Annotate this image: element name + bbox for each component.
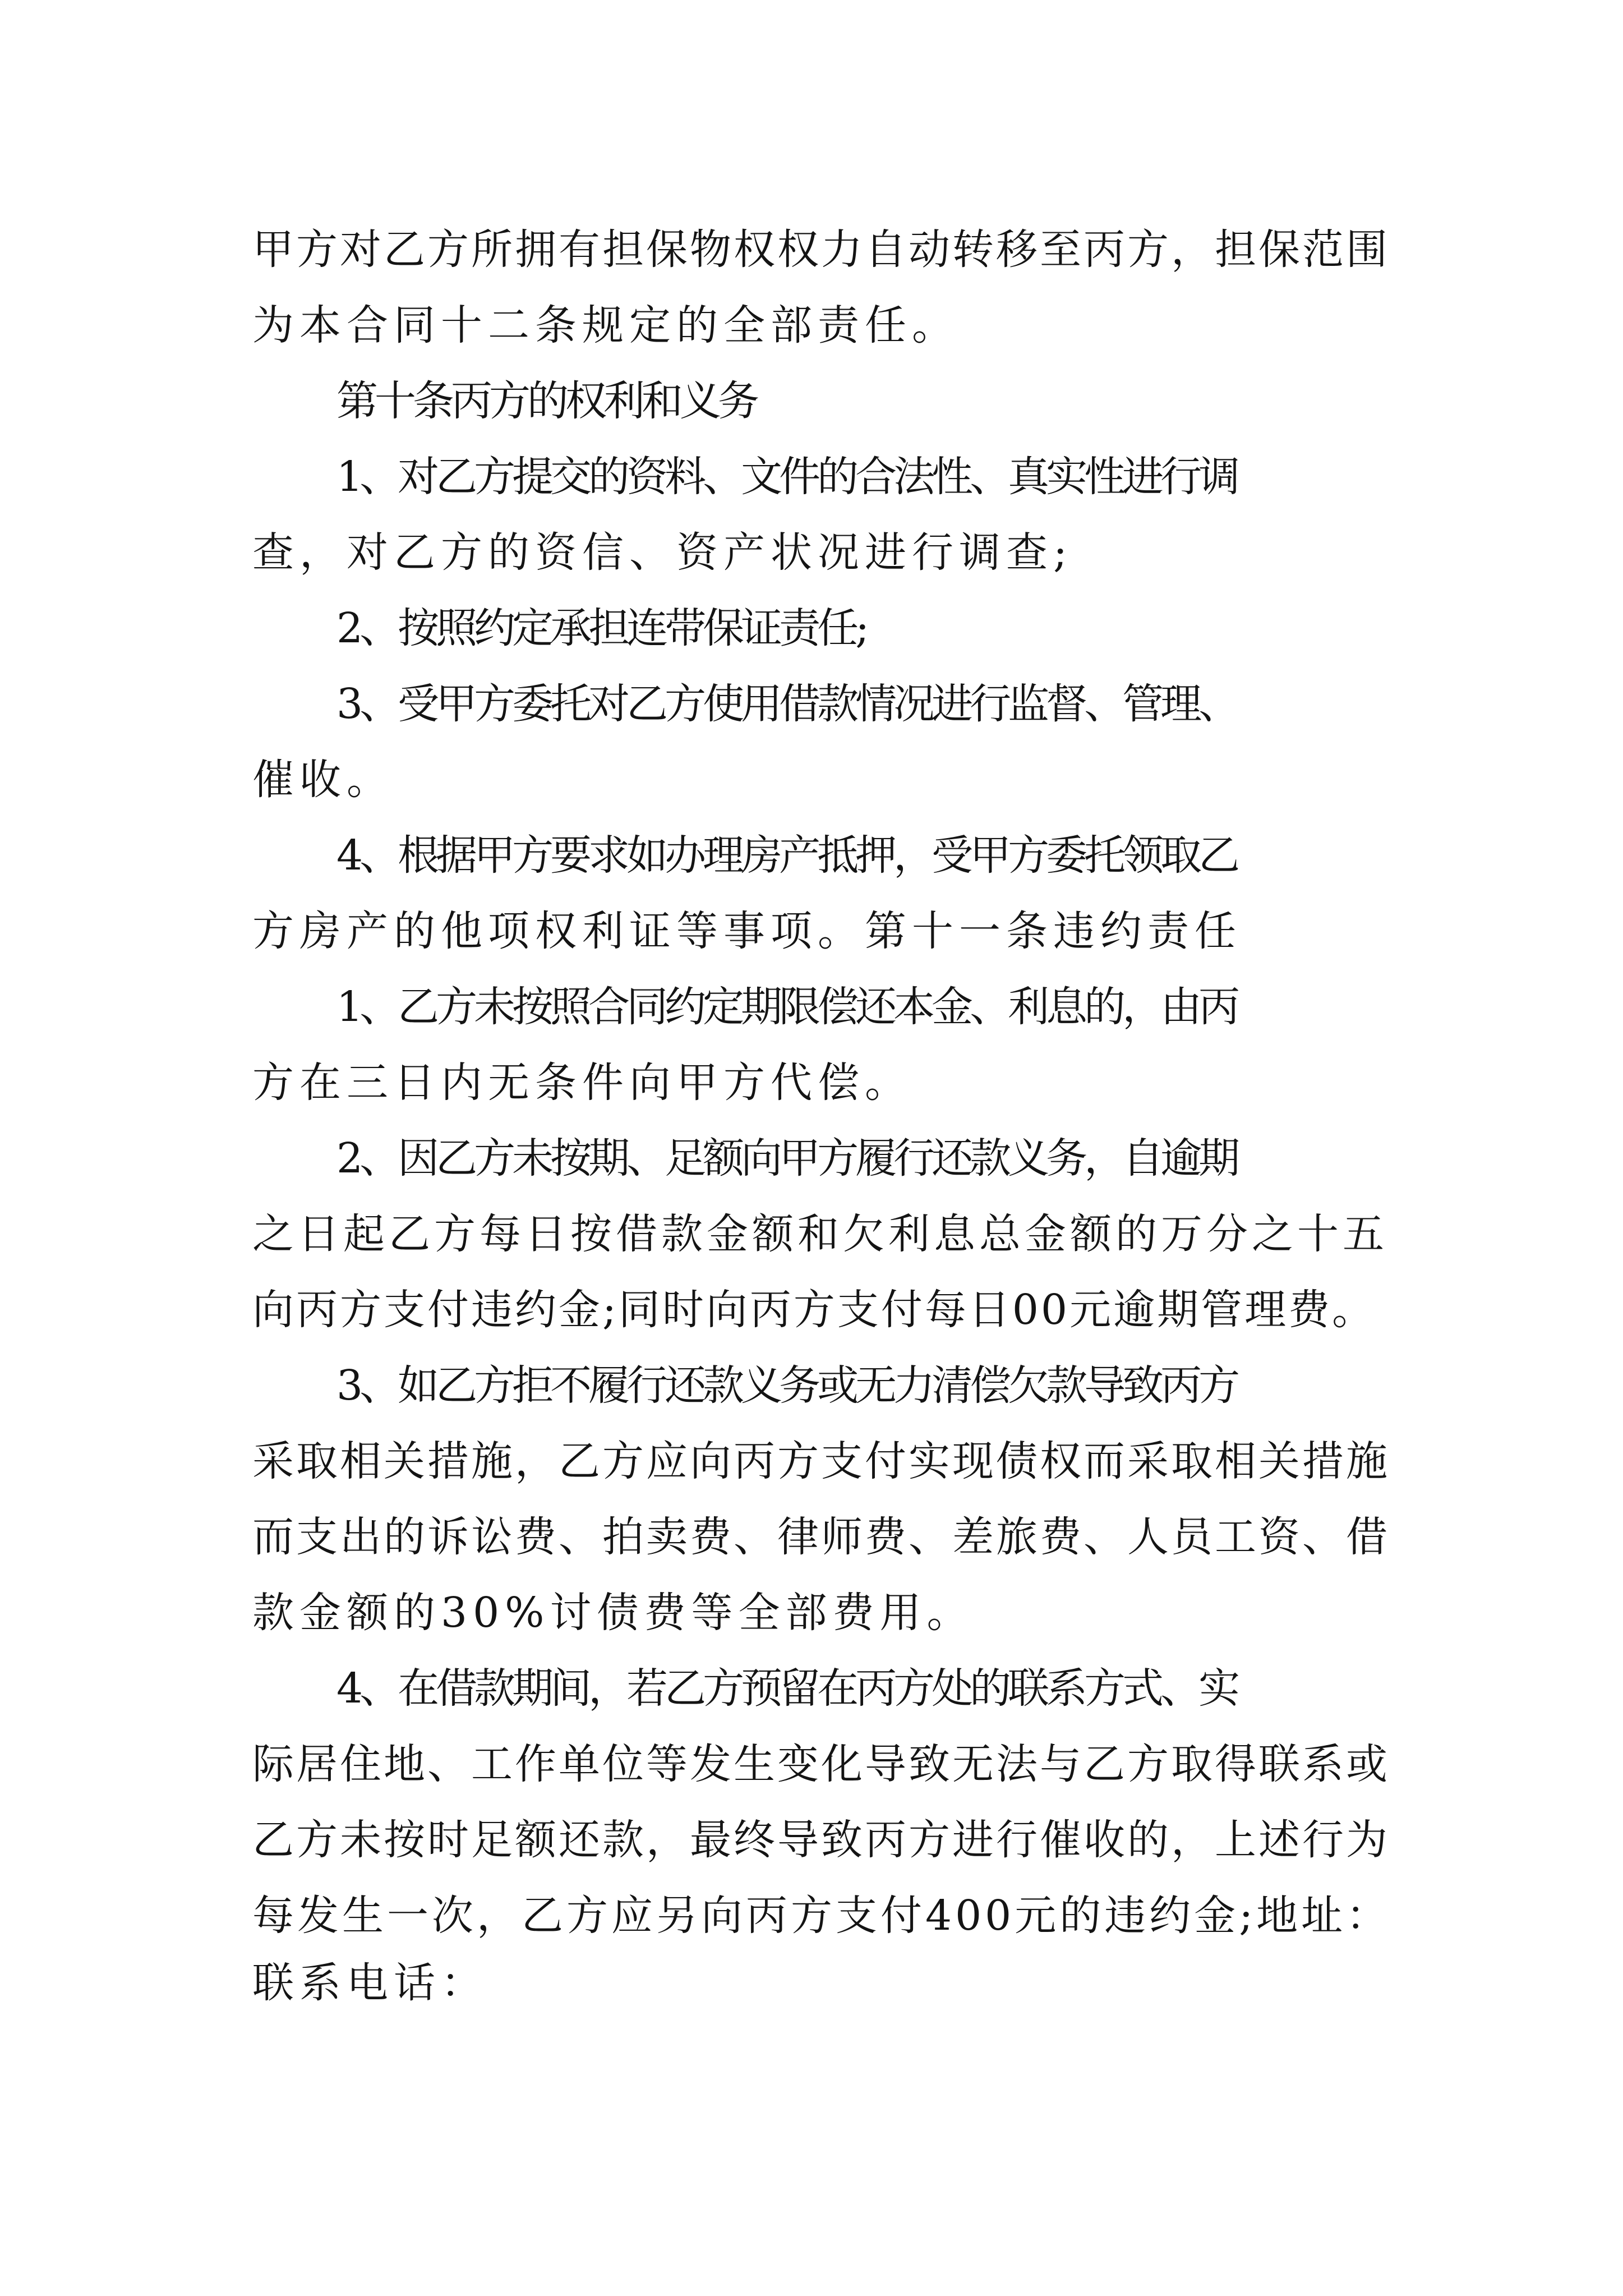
text-line: 联系电话： [252, 1959, 488, 2007]
text-line: 4、在借款期间，若乙方预留在丙方处的联系方式、实 [336, 1664, 1237, 1713]
text-line: 每发生一次，乙方应另向丙方支付400元的违约金;地址： [252, 1892, 1391, 1940]
text-line: 际居住地、工作单位等发生变化导致无法与乙方取得联系或 [252, 1740, 1390, 1788]
text-line: 催收。 [252, 756, 394, 804]
text-line: 3、受甲方委托对乙方使用借款情况进行监督、管理、 [336, 680, 1237, 728]
text-line: 向丙方支付违约金;同时向丙方支付每日00元逾期管理费。 [252, 1286, 1376, 1334]
text-line: 款金额的30%讨债费等全部费用。 [252, 1589, 974, 1637]
text-line: 而支出的诉讼费、拍卖费、律师费、差旅费、人员工资、借 [252, 1513, 1390, 1561]
text-line: 4、根据甲方要求如办理房产抵押，受甲方委托领取乙 [336, 831, 1237, 880]
text-line: 之日起乙方每日按借款金额和欠利息总金额的万分之十五 [252, 1210, 1388, 1258]
text-line: 为本合同十二条规定的全部责任。 [252, 301, 959, 349]
text-line: 查，对乙方的资信、资产状况进行调查; [252, 528, 1073, 577]
section-heading: 第十条丙方的权利和义务 [336, 377, 756, 425]
text-line: 1、乙方未按照合同约定期限偿还本金、利息的，由丙 [336, 983, 1237, 1031]
text-line: 2、因乙方未按期、足额向甲方履行还款义务，自逾期 [336, 1134, 1237, 1182]
text-line: 甲方对乙方所拥有担保物权权力自动转移至丙方，担保范围 [252, 226, 1390, 274]
text-line: 方在三日内无条件向甲方代偿。 [252, 1059, 912, 1107]
text-line: 乙方未按时足额还款，最终导致丙方进行催收的，上述行为 [252, 1816, 1390, 1864]
text-line: 3、如乙方拒不履行还款义务或无力清偿欠款导致丙方 [336, 1361, 1237, 1410]
text-line: 方房产的他项权利证等事项。第十一条违约责任 [252, 907, 1242, 955]
text-line: 采取相关措施，乙方应向丙方支付实现债权而采取相关措施 [252, 1437, 1390, 1485]
text-line: 1、对乙方提交的资料、文件的合法性、真实性进行调 [336, 453, 1237, 501]
text-line: 2、按照约定承担连带保证责任; [336, 604, 866, 652]
